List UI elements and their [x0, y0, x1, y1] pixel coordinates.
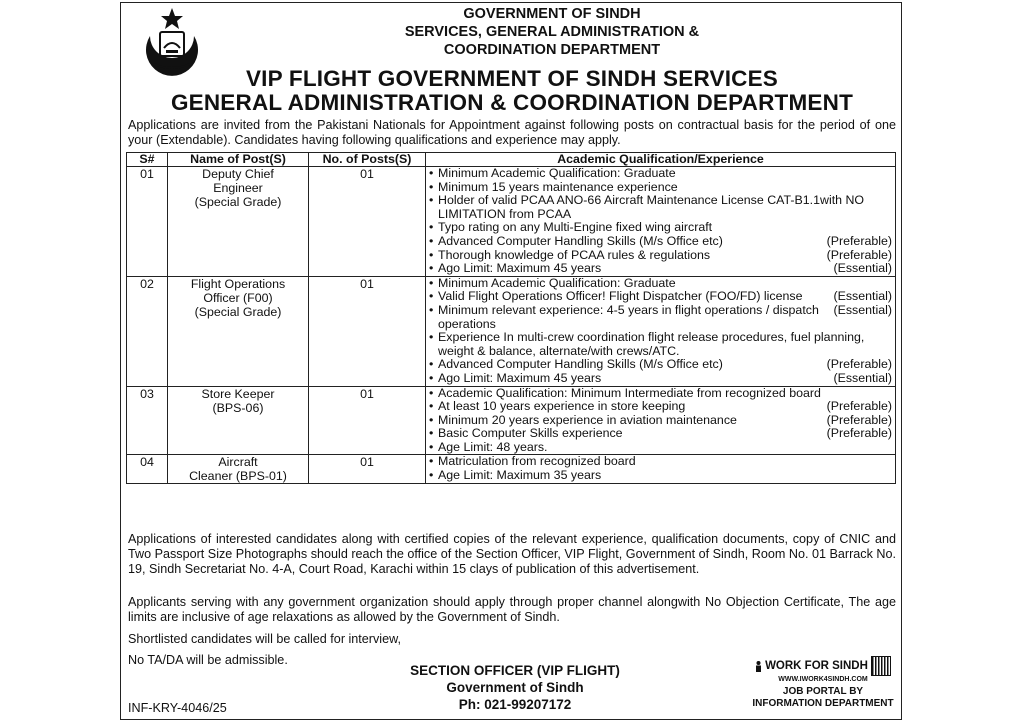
- qualification-tag: • (Preferable): [826, 399, 892, 414]
- header-post-count: No. of Posts(S): [309, 153, 426, 167]
- reference-number: INF-KRY-4046/25: [128, 701, 227, 715]
- table-row: [127, 455, 896, 484]
- qualification-item: [429, 194, 892, 221]
- badge-portal-2: INFORMATION DEPARTMENT: [752, 698, 894, 709]
- qualification-text: Holder of valid PCAA ANO-66 Aircraft Maintenance License CAT-B1.1with NO LIMITATION from PCAA: [438, 193, 865, 221]
- signature-line-3: Ph: 021-99207172: [458, 697, 572, 712]
- badge-url: WWW.IWORK4SINDH.COM: [778, 676, 868, 683]
- qualification-tag: • (Essential): [833, 302, 892, 317]
- post-sno: 04: [127, 455, 168, 484]
- qualification-text: Ago Limit: Maximum 45 years: [438, 261, 602, 276]
- badge-brand: WORK FOR SINDH: [765, 660, 868, 672]
- qualification-item: [429, 441, 892, 455]
- post-qualifications: [426, 455, 896, 484]
- intro-paragraph: Applications are invited from the Pakistani Nationals for Appointment against following posts on contractual basis for the period of one your (Extendable). Candidates having following qualifications and experience may apply.: [128, 118, 896, 147]
- footer-paragraph-4: No TA/DA will be admissible.: [128, 653, 288, 667]
- qualification-tag: • (Essential): [833, 289, 892, 304]
- main-title-2: GENERAL ADMINISTRATION & COORDINATION DEPARTMENT: [170, 90, 854, 115]
- signature-line-1: SECTION OFFICER (VIP FLIGHT): [410, 663, 620, 678]
- header-post-name: Name of Post(S): [168, 153, 309, 167]
- post-name-line: (BPS-06): [212, 400, 264, 415]
- signature-block: [380, 662, 650, 713]
- qualification-text: Advanced Computer Handling Skills (M/s Office etc): [438, 233, 723, 248]
- footer-paragraph-3: Shortlisted candidates will be called for interview,: [128, 632, 402, 646]
- qr-code-icon: [871, 656, 891, 676]
- qualification-text: Minimum Academic Qualification: Graduate: [438, 275, 676, 290]
- qualification-text: Minimum relevant experience: 4-5 years in flight operations / dispatch operations: [438, 302, 819, 331]
- qualification-item: [429, 427, 892, 441]
- qualification-item: [429, 235, 892, 249]
- post-name-line: Officer (F00): [203, 290, 273, 305]
- post-name-line: (Special Grade): [194, 195, 282, 209]
- post-name-line: Engineer: [213, 181, 263, 195]
- header-line-1: GOVERNMENT OF SINDH: [463, 6, 641, 22]
- qualification-item: [429, 304, 892, 331]
- post-sno: 02: [127, 276, 168, 386]
- post-name-line: Store Keeper: [201, 386, 275, 401]
- qualification-text: Matriculation from recognized board: [438, 454, 636, 469]
- footer-paragraph-2: Applicants serving with any government organization should apply through proper channel alongwith No Objection Certificate, The age limits are inclusive of age relaxations as allowed by the Government of Sindh.: [128, 595, 896, 624]
- qualification-text: Typo rating on any Multi-Engine fixed wing aircraft: [438, 220, 713, 235]
- post-qualifications: [426, 276, 896, 386]
- qualification-tag: • (Preferable): [826, 247, 892, 262]
- qualification-text: Ago Limit: Maximum 45 years: [438, 370, 602, 385]
- header-line-3: COORDINATION DEPARTMENT: [443, 42, 661, 58]
- qualification-item: [429, 221, 892, 235]
- qualification-item: [429, 358, 892, 372]
- post-name: [168, 455, 309, 484]
- qualification-text: Minimum Academic Qualification: Graduate: [438, 166, 676, 180]
- qualification-tag: • (Preferable): [826, 412, 892, 427]
- post-name-line: Aircraft: [218, 455, 258, 470]
- post-name: [168, 276, 309, 386]
- person-icon: [755, 661, 762, 672]
- qualification-text: Experience In multi-crew coordination flight release procedures, fuel planning, weight & balance, alternate/with crews/ATC.: [438, 330, 865, 358]
- post-count: 01: [309, 386, 426, 455]
- qualification-item: [429, 167, 892, 181]
- table-header-row: [127, 153, 896, 167]
- qualification-tag: • (Preferable): [826, 357, 892, 372]
- header-qualification: Academic Qualification/Experience: [426, 153, 896, 167]
- qualification-item: [429, 455, 892, 469]
- table-row: [127, 276, 896, 386]
- work-for-sindh-badge: [752, 656, 894, 710]
- post-sno: 03: [127, 386, 168, 455]
- qualification-tag: • (Preferable): [826, 233, 892, 248]
- header-sno: S#: [127, 153, 168, 167]
- qualification-text: Basic Computer Skills experience: [438, 426, 623, 441]
- main-title-1: VIP FLIGHT GOVERNMENT OF SINDH SERVICES: [245, 66, 779, 91]
- footer-paragraph-1: Applications of interested candidates along with certified copies of the relevant experience, qualification documents, copy of CNIC and Two Passport Size Photographs should reach the office of the Section Officer, VIP Flight, Government of Sindh, Room No. 01 Barrack No. 19, Sindh Secretariat No. 4-A, Court Road, Karachi within 15 clays of publication of this advertisement.: [128, 532, 896, 576]
- post-qualifications: [426, 386, 896, 455]
- qualification-text: Age Limit: Maximum 35 years: [438, 468, 602, 483]
- qualification-item: [429, 469, 892, 483]
- post-name-line: Cleaner (BPS-01): [189, 469, 287, 484]
- qualification-item: [429, 372, 892, 386]
- table-row: [127, 386, 896, 455]
- qualification-item: [429, 331, 892, 358]
- post-count: 01: [309, 455, 426, 484]
- qualification-item: [429, 277, 892, 291]
- qualification-item: [429, 249, 892, 263]
- post-name: [168, 167, 309, 277]
- post-qualifications: [426, 167, 896, 277]
- qualification-item: [429, 181, 892, 195]
- post-sno: 01: [127, 167, 168, 277]
- qualification-text: At least 10 years experience in store keeping: [438, 399, 686, 414]
- qualification-item: [429, 290, 892, 304]
- qualification-item: [429, 387, 892, 401]
- qualification-text: Advanced Computer Handling Skills (M/s Office etc): [438, 357, 723, 372]
- qualification-text: Thorough knowledge of PCAA rules & regulations: [438, 247, 711, 262]
- qualification-item: [429, 414, 892, 428]
- qualification-text: Age Limit: 48 years.: [438, 439, 548, 454]
- qualification-text: Valid Flight Operations Officer! Flight Dispatcher (FOO/FD) license: [438, 289, 803, 304]
- table-row: [127, 167, 896, 277]
- post-name-line: (Special Grade): [194, 304, 282, 319]
- posts-table: [126, 152, 896, 484]
- post-count: 01: [309, 167, 426, 277]
- signature-line-2: Government of Sindh: [446, 680, 584, 695]
- qualification-tag: • (Essential): [833, 370, 892, 385]
- qualification-tag: • (Essential): [833, 261, 892, 276]
- qualification-text: Minimum 15 years maintenance experience: [438, 179, 678, 194]
- qualification-text: Academic Qualification: Minimum Intermediate from recognized board: [438, 385, 821, 400]
- post-count: 01: [309, 276, 426, 386]
- qualification-text: Minimum 20 years experience in aviation maintenance: [438, 412, 737, 427]
- qualification-item: [429, 400, 892, 414]
- header-line-2: SERVICES, GENERAL ADMINISTRATION &: [404, 24, 700, 40]
- badge-portal-1: JOB PORTAL BY: [782, 686, 864, 697]
- post-name: [168, 386, 309, 455]
- qualification-tag: • (Preferable): [826, 426, 892, 441]
- post-name-line: Deputy Chief: [202, 167, 274, 181]
- qualification-item: [429, 262, 892, 276]
- post-name-line: Flight Operations: [190, 276, 286, 291]
